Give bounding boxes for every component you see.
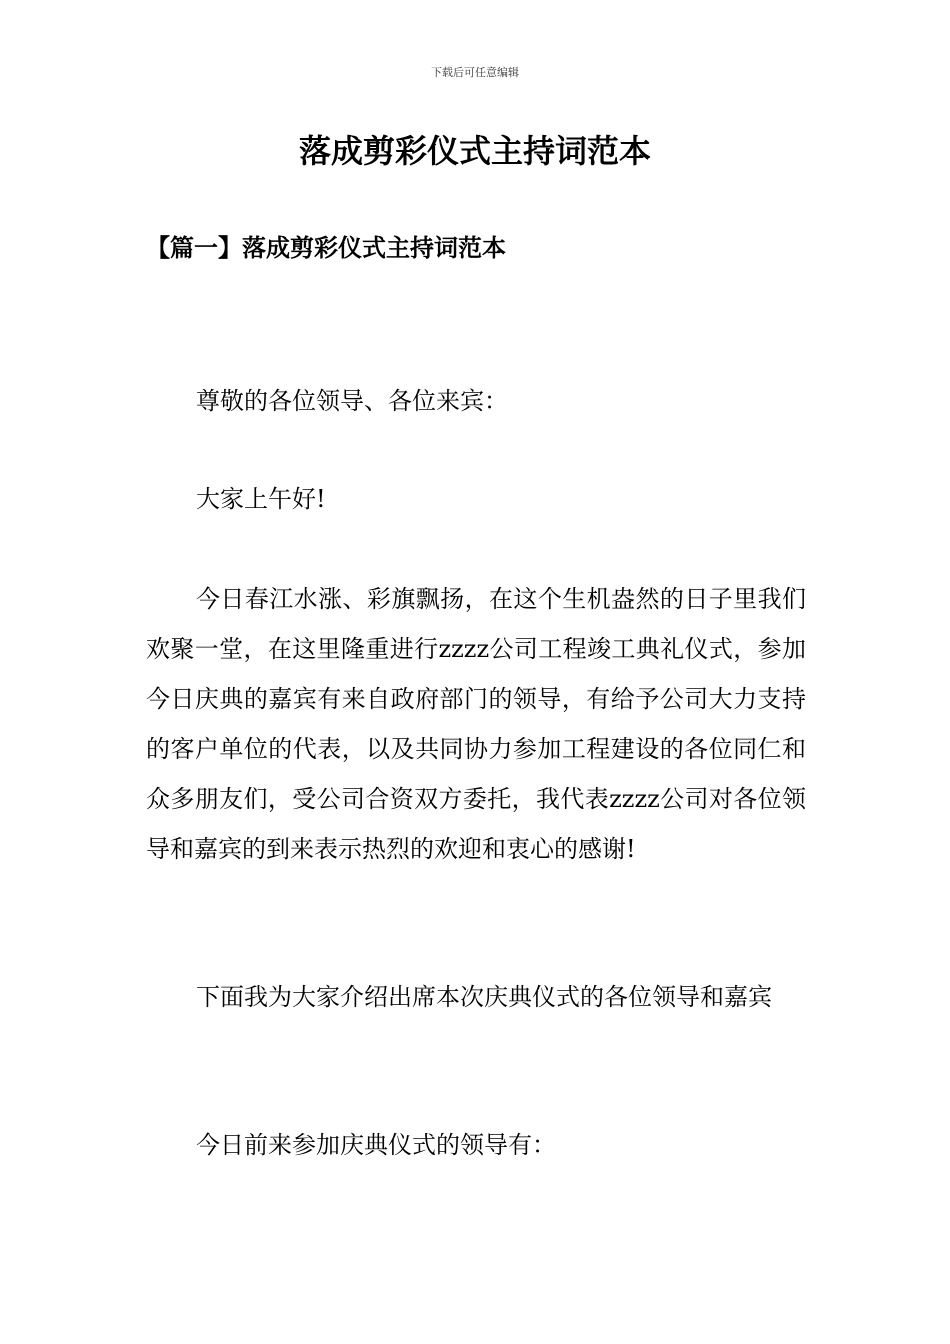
leaders-paragraph: 今日前来参加庆典仪式的领导有： (196, 1131, 556, 1159)
introduction-paragraph: 下面我为大家介绍出席本次庆典仪式的各位领导和嘉宾 (196, 983, 772, 1011)
section-heading: 【篇一】落成剪彩仪式主持词范本 (146, 233, 506, 262)
good-morning-paragraph: 大家上午好! (196, 485, 326, 513)
document-title: 落成剪彩仪式主持词范本 (298, 132, 651, 170)
header-note: 下载后可任意编辑 (431, 66, 519, 79)
greeting-paragraph: 尊敬的各位领导、各位来宾： (196, 387, 508, 415)
welcome-paragraph: 今日春江水涨、彩旗飘扬，在这个生机盎然的日子里我们欢聚一堂，在这里隆重进行zzzz公司工程竣工典礼仪式，参加今日庆典的嘉宾有来自政府部门的领导，有给予公司大力支持的客户单位的代表，以及共同协力参加工程建设的各位同仁和众多朋友们，受公司合资双方委托，我代表zzzz公司对各位领导和嘉宾的到来表示热烈的欢迎和衷心的感谢! (146, 585, 806, 863)
